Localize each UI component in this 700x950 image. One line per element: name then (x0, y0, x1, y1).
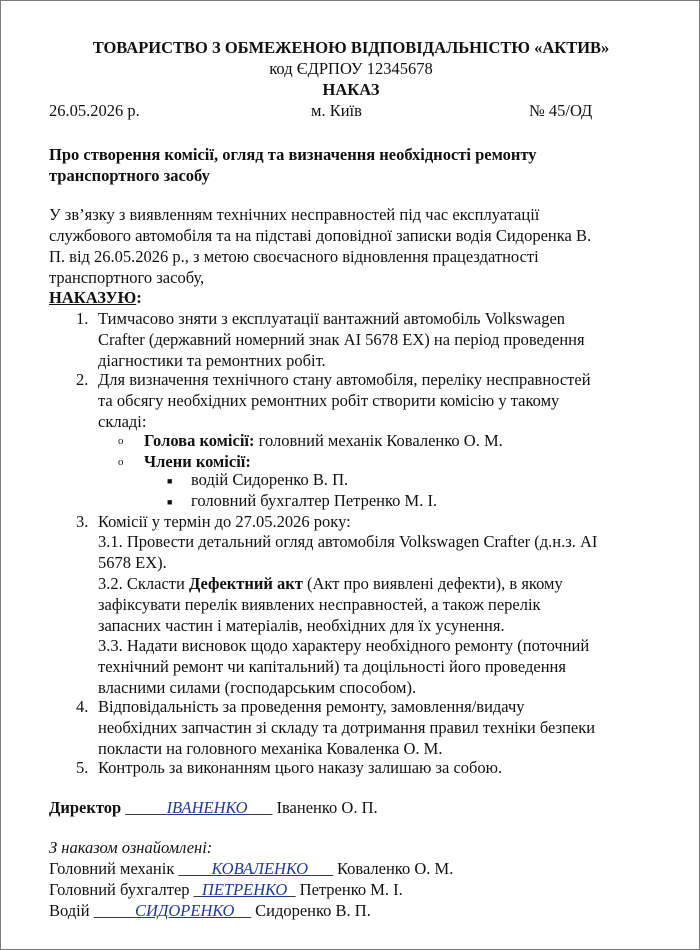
signature-underscore: ____ (178, 859, 212, 878)
acquaint-row (49, 879, 403, 900)
acquaint-role: Водій (49, 901, 90, 920)
acquaint-signature: КОВАЛЕНКО (211, 859, 309, 878)
signature-underscore: _ (193, 880, 202, 899)
acquaint-name: Коваленко О. М. (336, 859, 454, 878)
director-signature: ІВАНЕНКО (166, 798, 248, 817)
subitem-line: зафіксувати перелік виявлених несправностей, а також перелік (98, 595, 541, 614)
item-line: необхідних запчастин зі складу та дотримання правил техніки безпеки (98, 718, 596, 737)
preamble-line: службового автомобіля та на підставі доповідної записки водія Сидоренка В. (49, 226, 592, 245)
subitem-line: запасних частин і матеріалів, необхідних для їх усунення. (98, 616, 505, 635)
item-3-text: Комісії у термін до 27.05.2026 року: (98, 512, 351, 531)
commission-head (144, 430, 503, 451)
order-title-line: Про створення комісії, огляд та визначення необхідності ремонту (49, 145, 537, 164)
item-2-text (98, 369, 658, 432)
circle-bullet-icon: o (118, 456, 124, 468)
signature-underscore: _ (287, 880, 296, 899)
item-line: та обсягу необхідних ремонтних робіт створити комісію у такому (98, 391, 560, 410)
square-bullet-icon: ■ (167, 476, 173, 486)
item-4-text (98, 696, 658, 759)
item-line: Для визначення технічного стану автомобіля, переліку несправностей (98, 370, 591, 389)
item-number: 2. (76, 370, 89, 389)
item-number: 1. (76, 309, 89, 328)
director-label: Директор (49, 798, 122, 817)
acquaint-signature: ПЕТРЕНКО (201, 880, 288, 899)
subitem-line: 3.1. Провести детальний огляд автомобіля Volkswagen Crafter (д.н.з. АІ (98, 532, 598, 551)
acquaint-role: Головний механік (49, 859, 175, 878)
preamble (49, 204, 669, 288)
defect-act-term: Дефектний акт (188, 574, 303, 593)
item-number: 5. (76, 758, 89, 777)
director-signature-row (49, 797, 378, 818)
subitem-line (98, 573, 658, 594)
document-city: м. Київ (311, 101, 362, 120)
signature-underscore: ___ (247, 798, 273, 817)
item-line: складі: (98, 412, 147, 431)
commission-members-label: Члени комісії: (144, 452, 251, 471)
item-line: діагностики та ремонтних робіт. (98, 351, 326, 370)
company-name: ТОВАРИСТВО З ОБМЕЖЕНОЮ ВІДПОВІДАЛЬНІСТЮ «АКТИВ» (92, 38, 610, 57)
signature-underscore: ___ (308, 859, 333, 878)
commission-member: водій Сидоренко В. П. (191, 470, 349, 489)
subitem-line: технічний ремонт чи капітальний) та доцільності його проведення (98, 657, 566, 676)
commission-member: головний бухгалтер Петренко М. І. (191, 491, 438, 510)
item-line: покласти на головного механіка Коваленка О. М. (98, 739, 443, 758)
document-date: 26.05.2026 р. (49, 101, 140, 120)
subitem-line: 3.3. Надати висновок щодо характеру необхідного ремонту (поточний (98, 636, 590, 655)
acquaint-name: Петренко М. І. (299, 880, 403, 899)
acquainted-heading: З наказом ознайомлені: (49, 838, 213, 857)
acquaint-name: Сидоренко В. П. (255, 901, 371, 920)
item-line: Відповідальність за проведення ремонту, замовлення/видачу (98, 697, 525, 716)
subitem-line: власними силами (господарським способом). (98, 678, 417, 697)
order-colon: : (136, 288, 142, 307)
circle-bullet-icon: o (118, 435, 124, 447)
signature-underscore: __ (234, 901, 251, 920)
preamble-line: П. від 26.05.2026 р., з метою своєчасного відновлення працездатності (49, 247, 539, 266)
commission-head-label: Голова комісії: (144, 431, 255, 450)
item-line: Тимчасово зняти з експлуатації вантажний автомобіль Volkswagen (98, 309, 566, 328)
company-code: код ЄДРПОУ 12345678 (269, 59, 433, 78)
subitem-text: 3.2. Скласти (98, 574, 189, 593)
subitem-line: 5678 ЕХ). (98, 553, 167, 572)
acquaint-role: Головний бухгалтер (49, 880, 190, 899)
item-5-text: Контроль за виконанням цього наказу залишаю за собою. (98, 758, 503, 777)
order-title-line: транспортного засобу (49, 166, 210, 185)
item-number: 4. (76, 697, 89, 716)
order-word: НАКАЗУЮ (49, 288, 137, 307)
signature-underscore: _____ (93, 901, 135, 920)
preamble-line: транспортного засобу, (49, 268, 205, 287)
square-bullet-icon: ■ (167, 497, 173, 507)
item-number: 3. (76, 512, 89, 531)
signature-underscore: _____ (125, 798, 167, 817)
order-heading (49, 287, 142, 308)
acquaint-signature: СИДОРЕНКО (134, 901, 235, 920)
commission-head-value: головний механік Коваленко О. М. (254, 431, 503, 450)
subitem-3-3 (98, 635, 658, 698)
item-1-text (98, 308, 658, 371)
item-line: Crafter (державний номерний знак АІ 5678 ЕХ) на період проведення (98, 330, 585, 349)
acquaint-row (49, 900, 371, 921)
order-title (49, 144, 669, 186)
subitem-text: (Акт про виявлені дефекти), в якому (302, 574, 563, 593)
subitem-3-2 (98, 573, 658, 636)
preamble-line: У зв’язку з виявленням технічних несправностей під час експлуатації (49, 205, 540, 224)
director-name: Іваненко О. П. (276, 798, 378, 817)
acquaint-row (49, 858, 453, 879)
subitem-3-1 (98, 531, 658, 573)
document-number: № 45/ОД (529, 101, 593, 120)
document-type: НАКАЗ (322, 80, 380, 99)
